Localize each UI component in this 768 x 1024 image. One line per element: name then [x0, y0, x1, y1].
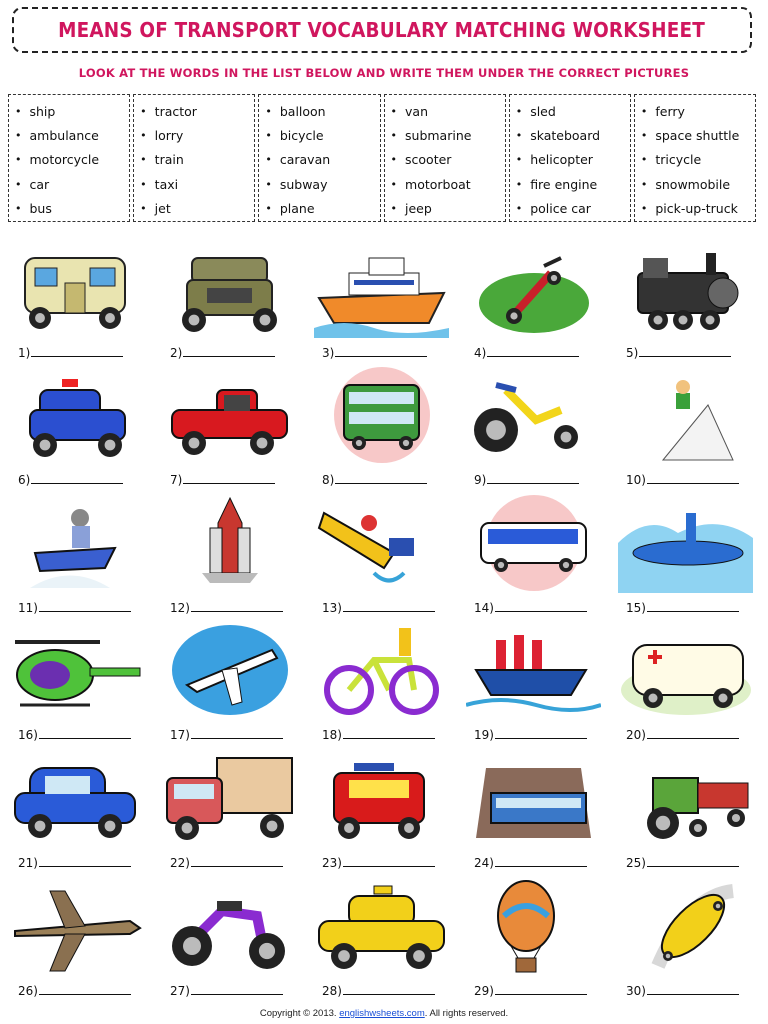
answer-line[interactable]	[191, 984, 283, 995]
picture-cell	[304, 748, 456, 872]
bullet: •	[265, 104, 272, 118]
answer-line[interactable]	[191, 601, 283, 612]
picture-cell	[304, 876, 456, 1000]
sled-icon	[618, 365, 753, 465]
answer-line[interactable]	[183, 346, 275, 357]
bullet: •	[390, 153, 398, 167]
bullet: •	[265, 202, 272, 216]
tractor-icon	[618, 748, 753, 848]
taxi-icon	[314, 876, 449, 976]
answer-label	[474, 473, 579, 487]
bullet: •	[140, 153, 147, 167]
answer-label	[322, 601, 435, 615]
rights-text: . All rights reserved.	[424, 1008, 509, 1019]
answer-label	[18, 601, 131, 615]
answer-line[interactable]	[495, 856, 587, 867]
picture-number: 27)	[170, 984, 190, 998]
word-text: balloon	[279, 103, 326, 119]
balloon-icon	[466, 876, 601, 976]
answer-label	[626, 856, 739, 870]
answer-line[interactable]	[39, 728, 131, 739]
scooter-icon	[466, 238, 601, 338]
word-item	[15, 99, 125, 123]
answer-line[interactable]	[183, 473, 275, 484]
car-icon	[10, 748, 145, 848]
double-decker-bus-icon	[314, 365, 449, 465]
answer-label	[18, 728, 131, 742]
answer-label	[170, 856, 283, 870]
answer-line[interactable]	[647, 473, 739, 484]
word-item	[265, 148, 375, 172]
word-text: motorboat	[405, 176, 471, 192]
picture-number: 2)	[170, 346, 183, 360]
bullet: •	[640, 177, 648, 191]
bullet: •	[390, 202, 398, 216]
word-item	[265, 123, 375, 147]
bullet: •	[265, 177, 272, 191]
picture-cell	[0, 238, 152, 362]
ferry-icon	[314, 238, 449, 338]
answer-line[interactable]	[335, 346, 427, 357]
tricycle-icon	[466, 365, 601, 465]
word-text: bus	[29, 201, 52, 217]
picture-cell	[456, 365, 608, 489]
copyright-text: Copyright © 2013.	[259, 1008, 337, 1019]
answer-line[interactable]	[495, 984, 587, 995]
answer-label	[474, 346, 579, 360]
motorboat-icon	[314, 493, 449, 593]
picture-cell	[456, 238, 608, 362]
picture-cell	[304, 620, 456, 744]
bullet: •	[640, 153, 648, 167]
answer-label	[170, 728, 283, 742]
answer-label	[626, 984, 739, 998]
word-column	[509, 94, 631, 222]
word-text: snowmobile	[655, 176, 731, 192]
word-item	[15, 172, 125, 196]
answer-line[interactable]	[647, 984, 739, 995]
picture-number: 6)	[18, 473, 31, 487]
bicycle-icon	[314, 620, 449, 720]
picture-cell	[456, 620, 608, 744]
answer-line[interactable]	[343, 601, 435, 612]
footer	[0, 1008, 768, 1019]
helicopter-icon	[10, 620, 145, 720]
word-text: jet	[154, 201, 171, 217]
plane-icon	[162, 620, 297, 720]
pick-up-truck-icon	[162, 365, 297, 465]
answer-line[interactable]	[495, 601, 587, 612]
word-item	[516, 172, 626, 196]
word-text: jeep	[405, 201, 432, 217]
word-item	[140, 148, 250, 172]
motorcycle-icon	[162, 876, 297, 976]
answer-label	[170, 346, 275, 360]
word-item	[516, 197, 626, 221]
picture-cell	[0, 365, 152, 489]
picture-cell	[608, 365, 760, 489]
picture-number: 4)	[474, 346, 487, 360]
answer-label	[626, 346, 731, 360]
answer-line[interactable]	[39, 601, 131, 612]
answer-line[interactable]	[343, 856, 435, 867]
answer-line[interactable]	[343, 728, 435, 739]
answer-line[interactable]	[31, 346, 123, 357]
bullet: •	[140, 104, 147, 118]
picture-number: 18)	[322, 728, 342, 742]
picture-number: 19)	[474, 728, 494, 742]
answer-label	[322, 984, 435, 998]
bullet: •	[140, 177, 147, 191]
answer-line[interactable]	[647, 601, 739, 612]
word-text: ship	[29, 103, 56, 119]
bullet: •	[640, 104, 648, 118]
word-text: lorry	[154, 128, 184, 144]
picture-cell	[608, 748, 760, 872]
bullet: •	[265, 153, 272, 167]
word-text: ambulance	[29, 128, 99, 144]
word-text: sled	[530, 103, 556, 119]
word-text: van	[405, 103, 428, 119]
answer-label	[322, 856, 435, 870]
picture-number: 21)	[18, 856, 38, 870]
bullet: •	[15, 202, 22, 216]
picture-number: 23)	[322, 856, 342, 870]
answer-label	[322, 346, 427, 360]
answer-label	[474, 856, 587, 870]
word-text: caravan	[279, 152, 331, 168]
word-text: police car	[530, 201, 591, 217]
picture-number: 14)	[474, 601, 494, 615]
picture-number: 20)	[626, 728, 646, 742]
picture-number: 9)	[474, 473, 487, 487]
picture-number: 13)	[322, 601, 342, 615]
bullet: •	[515, 202, 523, 216]
answer-label	[170, 984, 283, 998]
bullet: •	[15, 153, 22, 167]
site-link[interactable]: englishwsheets.com	[339, 1008, 425, 1019]
word-item	[391, 123, 501, 147]
word-item	[265, 172, 375, 196]
word-bank	[8, 94, 756, 222]
bullet: •	[140, 129, 147, 143]
word-text: plane	[279, 201, 315, 217]
bullet: •	[15, 177, 22, 191]
word-item	[516, 148, 626, 172]
picture-number: 29)	[474, 984, 494, 998]
answer-line[interactable]	[487, 346, 579, 357]
word-item	[15, 123, 125, 147]
bullet: •	[640, 202, 648, 216]
picture-cell	[152, 493, 304, 617]
word-text: car	[29, 176, 50, 192]
picture-cell	[608, 876, 760, 1000]
picture-cell	[304, 238, 456, 362]
answer-label	[18, 856, 131, 870]
answer-line[interactable]	[39, 984, 131, 995]
instruction-text: LOOK AT THE WORDS IN THE LIST BELOW AND WRITE THEM UNDER THE CORRECT PICTURES	[78, 66, 690, 80]
train-icon	[618, 238, 753, 338]
answer-line[interactable]	[647, 856, 739, 867]
answer-label	[170, 601, 283, 615]
picture-cell	[152, 876, 304, 1000]
picture-number: 3)	[322, 346, 335, 360]
picture-cell	[0, 493, 152, 617]
answer-line[interactable]	[335, 473, 427, 484]
picture-number: 26)	[18, 984, 38, 998]
answer-line[interactable]	[343, 984, 435, 995]
picture-cell	[608, 493, 760, 617]
word-item	[391, 99, 501, 123]
picture-number: 11)	[18, 601, 38, 615]
ambulance-icon	[618, 620, 753, 720]
answer-label	[626, 473, 739, 487]
picture-number: 30)	[626, 984, 646, 998]
answer-label	[474, 601, 587, 615]
word-item	[15, 197, 125, 221]
caravan-icon	[10, 238, 145, 338]
word-item	[140, 197, 250, 221]
word-text: helicopter	[530, 152, 593, 168]
picture-number: 1)	[18, 346, 31, 360]
bullet: •	[390, 177, 398, 191]
answer-line[interactable]	[495, 728, 587, 739]
word-item	[391, 172, 501, 196]
picture-cell	[152, 365, 304, 489]
picture-cell	[456, 493, 608, 617]
answer-label	[18, 346, 123, 360]
bullet: •	[390, 104, 398, 118]
subway-icon	[466, 748, 601, 848]
answer-line[interactable]	[639, 346, 731, 357]
word-item	[265, 99, 375, 123]
word-text: subway	[279, 176, 328, 192]
word-item	[140, 172, 250, 196]
bullet: •	[15, 104, 22, 118]
answer-label	[474, 728, 587, 742]
jeep-icon	[162, 238, 297, 338]
answer-line[interactable]	[487, 473, 579, 484]
jet-icon	[10, 876, 145, 976]
picture-number: 10)	[626, 473, 646, 487]
bullet: •	[515, 129, 523, 143]
picture-cell	[456, 876, 608, 1000]
picture-number: 7)	[170, 473, 183, 487]
word-item	[265, 197, 375, 221]
skateboard-icon	[618, 876, 753, 976]
picture-cell	[608, 620, 760, 744]
picture-cell	[152, 748, 304, 872]
picture-cell	[152, 620, 304, 744]
bullet: •	[515, 153, 523, 167]
word-text: scooter	[405, 152, 452, 168]
answer-label	[626, 728, 739, 742]
word-text: pick-up-truck	[655, 201, 738, 217]
picture-number: 17)	[170, 728, 190, 742]
picture-number: 16)	[18, 728, 38, 742]
picture-cell	[608, 238, 760, 362]
word-item	[641, 148, 751, 172]
word-item	[140, 99, 250, 123]
word-item	[516, 99, 626, 123]
snowmobile-icon	[10, 493, 145, 593]
answer-line[interactable]	[191, 856, 283, 867]
fire-engine-icon	[314, 748, 449, 848]
answer-line[interactable]	[31, 473, 123, 484]
bullet: •	[15, 129, 22, 143]
picture-number: 24)	[474, 856, 494, 870]
picture-number: 5)	[626, 346, 639, 360]
word-item	[140, 123, 250, 147]
word-item	[641, 197, 751, 221]
picture-number: 15)	[626, 601, 646, 615]
picture-number: 25)	[626, 856, 646, 870]
answer-label	[18, 473, 123, 487]
picture-number: 12)	[170, 601, 190, 615]
word-text: space shuttle	[655, 128, 740, 144]
worksheet-title: MEANS OF TRANSPORT VOCABULARY MATCHING WORKSHEET	[58, 18, 706, 42]
picture-cell	[0, 876, 152, 1000]
word-column	[8, 94, 130, 222]
picture-cell	[0, 748, 152, 872]
word-text: bicycle	[279, 128, 324, 144]
word-text: taxi	[154, 176, 179, 192]
word-item	[15, 148, 125, 172]
word-item	[641, 123, 751, 147]
answer-label	[170, 473, 275, 487]
word-text: ferry	[655, 103, 685, 119]
picture-cell	[0, 620, 152, 744]
ship-icon	[466, 620, 601, 720]
police-car-icon	[10, 365, 145, 465]
answer-line[interactable]	[191, 728, 283, 739]
picture-number: 28)	[322, 984, 342, 998]
bullet: •	[390, 129, 398, 143]
word-column	[384, 94, 506, 222]
word-item	[641, 172, 751, 196]
bullet: •	[640, 129, 648, 143]
word-item	[516, 123, 626, 147]
word-item	[391, 148, 501, 172]
bullet: •	[515, 177, 523, 191]
word-column	[634, 94, 756, 222]
word-text: motorcycle	[29, 152, 100, 168]
bullet: •	[140, 202, 147, 216]
worksheet-title-box	[12, 7, 752, 53]
answer-line[interactable]	[39, 856, 131, 867]
word-item	[391, 197, 501, 221]
word-text: tricycle	[655, 152, 702, 168]
submarine-icon	[618, 493, 753, 593]
word-column	[133, 94, 255, 222]
picture-cell	[152, 238, 304, 362]
bus-icon	[466, 493, 601, 593]
answer-label	[18, 984, 131, 998]
word-text: tractor	[154, 103, 197, 119]
bullet: •	[515, 104, 523, 118]
answer-label	[474, 984, 587, 998]
answer-label	[322, 728, 435, 742]
picture-cell	[456, 748, 608, 872]
word-text: submarine	[405, 128, 472, 144]
picture-number: 22)	[170, 856, 190, 870]
answer-label	[322, 473, 427, 487]
word-item	[641, 99, 751, 123]
space-shuttle-icon	[162, 493, 297, 593]
word-text: skateboard	[530, 128, 601, 144]
answer-line[interactable]	[647, 728, 739, 739]
word-text: fire engine	[530, 176, 598, 192]
picture-cell	[304, 493, 456, 617]
bullet: •	[265, 129, 272, 143]
answer-label	[626, 601, 739, 615]
picture-number: 8)	[322, 473, 335, 487]
picture-cell	[304, 365, 456, 489]
word-column	[258, 94, 380, 222]
lorry-icon	[162, 748, 297, 848]
word-text: train	[154, 152, 184, 168]
